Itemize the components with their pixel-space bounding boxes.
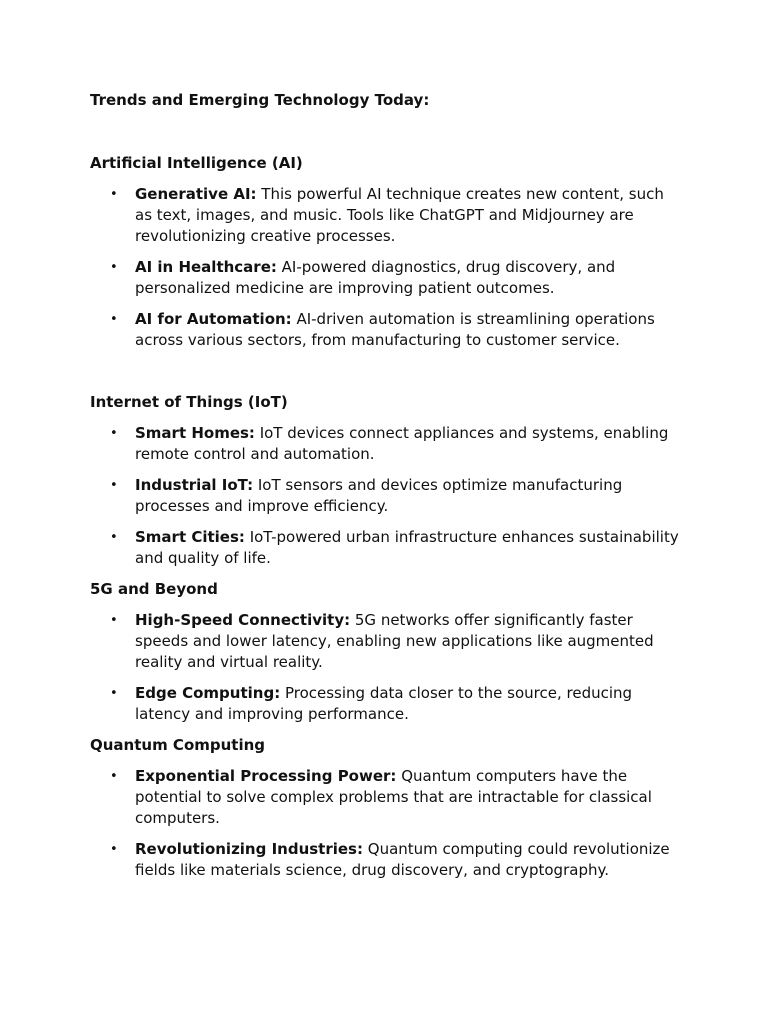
section-heading-quantum: Quantum Computing [90,736,266,754]
item-text: IoT-powered urban infrastructure enhances sustainability and quality of life. [135,528,679,567]
list-item [90,766,680,829]
item-text: Processing data closer to the source, reducing latency and improving performance. [135,684,633,723]
list-item [90,683,680,725]
list-item [90,527,680,569]
bullet-list-iot [90,423,680,569]
item-text: AI-powered diagnostics, drug discovery, and personalized medicine are improving patient outcomes. [135,258,616,297]
item-text: Quantum computers have the potential to solve complex problems that are intractable for classical computers. [135,767,652,827]
item-term: Generative AI: [135,185,257,203]
item-term: Smart Homes: [135,424,255,442]
item-term: Revolutionizing Industries: [135,840,363,858]
list-item [90,257,680,299]
item-term: AI for Automation: [135,310,292,328]
section-heading-ai: Artificial Intelligence (AI) [90,154,303,172]
item-term: Smart Cities: [135,528,245,546]
item-text: IoT sensors and devices optimize manufacturing processes and improve efficiency. [135,476,623,515]
item-text: Quantum computing could revolutionize fields like materials science, drug discovery, and cryptography. [135,840,670,879]
item-text: AI-driven automation is streamlining operations across various sectors, from manufacturing to customer service. [135,310,655,349]
list-item [90,309,680,351]
item-text: IoT devices connect appliances and systems, enabling remote control and automation. [135,424,669,463]
item-text: 5G networks offer significantly faster speeds and lower latency, enabling new applications like augmented reality and virtual reality. [135,611,654,671]
list-item [90,839,680,881]
list-item [90,475,680,517]
document-title: Trends and Emerging Technology Today: [90,91,430,109]
item-term: Exponential Processing Power: [135,767,397,785]
document-page [90,90,680,881]
bullet-list-ai [90,184,680,351]
item-term: AI in Healthcare: [135,258,277,276]
bullet-list-5g [90,610,680,725]
section-heading-5g: 5G and Beyond [90,580,218,598]
section-heading-iot: Internet of Things (IoT) [90,393,288,411]
list-item [90,610,680,673]
item-term: High-Speed Connectivity: [135,611,351,629]
item-term: Edge Computing: [135,684,281,702]
bullet-list-quantum [90,766,680,881]
list-item [90,184,680,247]
list-item [90,423,680,465]
item-term: Industrial IoT: [135,476,254,494]
item-text: This powerful AI technique creates new content, such as text, images, and music. Tools like ChatGPT and Midjourney are revolutionizing creative processes. [135,185,664,245]
